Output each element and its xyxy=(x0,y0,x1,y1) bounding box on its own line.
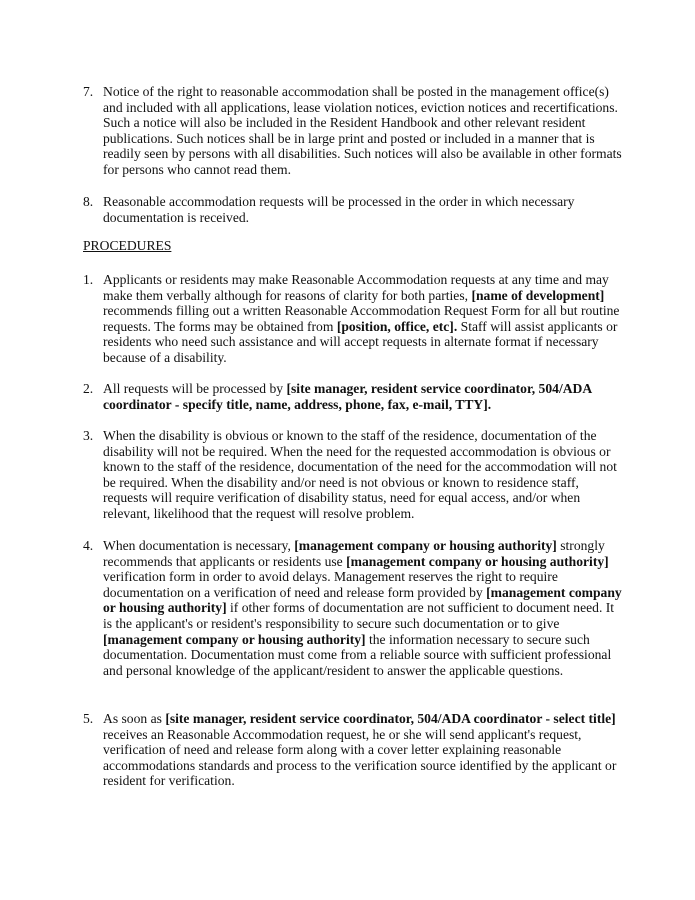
bold-placeholder-text: [management company or housing authority] xyxy=(103,631,366,647)
procedure-item-4 xyxy=(83,538,623,678)
procedure-item-5 xyxy=(83,711,623,789)
list-item-text xyxy=(103,272,623,366)
list-number: 4. xyxy=(83,538,94,553)
list-item-text xyxy=(103,538,623,678)
list-item-text xyxy=(103,381,623,412)
body-text: strongly recommends that applicants or residents use xyxy=(103,538,605,569)
body-text: Applicants or residents may make Reasonable Accommodation requests at any time and may make them verbally although for reasons of clarity for both parties, xyxy=(103,272,609,303)
bold-placeholder-text: [management company or housing authority] xyxy=(103,584,622,616)
procedure-item-3 xyxy=(83,428,623,522)
list-number: 5. xyxy=(83,711,94,726)
body-text: Notice of the right to reasonable accommodation shall be posted in the management office(s) and included with all applications, lease violation notices, eviction notices and recertifications. Such a notice will also be included in the Resident Handbook and other relevant resident publications. Such notices shall be in large print and posted or included in a manner that is readily seen by persons with all disabilities. Such notices will also be available in other formats for persons who cannot read them. xyxy=(103,84,622,177)
procedures-heading: PROCEDURES xyxy=(83,238,172,253)
list-number: 3. xyxy=(83,428,94,443)
body-text: the information necessary to secure such documentation. Documentation must come from a reliable source with sufficient professional and personal knowledge of the applicant/resident to answer the applicable questions. xyxy=(103,631,612,678)
body-text: recommends filling out a written Reasonable Accommodation Request Form for all but routine requests. The forms may be obtained from xyxy=(103,303,620,334)
list-number: 7. xyxy=(83,84,94,99)
bold-placeholder-text: [management company or housing authority] xyxy=(346,553,609,569)
bold-placeholder-text: [site manager, resident service coordinator, 504/ADA coordinator - specify title, name, address, phone, fax, e-mail, TTY]. xyxy=(103,381,592,412)
bold-placeholder-text: [site manager, resident service coordinator, 504/ADA coordinator - select title] xyxy=(165,711,616,726)
body-text: All requests will be processed by xyxy=(103,381,287,396)
body-text: When documentation is necessary, xyxy=(103,538,295,553)
list-number: 2. xyxy=(83,381,94,396)
list-item-7 xyxy=(83,84,623,178)
body-text: As soon as xyxy=(103,711,166,726)
body-text: receives an Reasonable Accommodation request, he or she will send applicant's request, verification of need and release form along with a cover letter explaining reasonable accommodations standards and process to the verification source identified by the applicant or resident for verification. xyxy=(103,726,617,789)
list-item-8 xyxy=(83,194,623,225)
list-item-text xyxy=(103,194,623,225)
bold-placeholder-text: [management company or housing authority] xyxy=(294,538,557,553)
body-text: Staff will assist applicants or residents who need such assistance and will accept requests in alternate format if necessary because of a disability. xyxy=(103,318,618,365)
bold-placeholder-text: [name of development] xyxy=(471,287,605,303)
bold-placeholder-text: [position, office, etc]. xyxy=(336,318,458,334)
body-text: When the disability is obvious or known to the staff of the residence, documentation of the disability will not be required. When the need for the requested accommodation is obvious or known to the staff of the residence, documentation of the need for the accommodation will not be required. When the disability and/or need is not obvious or known to residence staff, requests will require verification of disability status, need for equal access, and/or when relevant, likelihood that the request will resolve problem. xyxy=(103,428,617,521)
list-number: 8. xyxy=(83,194,94,209)
body-text: verification form in order to avoid delays. Management reserves the right to require documentation on a verification of need and release form provided by xyxy=(103,569,558,600)
procedure-item-1 xyxy=(83,272,623,366)
list-item-text xyxy=(103,428,623,522)
procedure-item-2 xyxy=(83,381,623,412)
list-item-text xyxy=(103,711,623,789)
body-text: Reasonable accommodation requests will be processed in the order in which necessary documentation is received. xyxy=(103,194,575,225)
list-number: 1. xyxy=(83,272,94,287)
list-item-text xyxy=(103,84,623,178)
body-text: if other forms of documentation are not sufficient to document need. It is the applicant's or resident's responsibility to secure such documentation or to give xyxy=(103,600,615,631)
